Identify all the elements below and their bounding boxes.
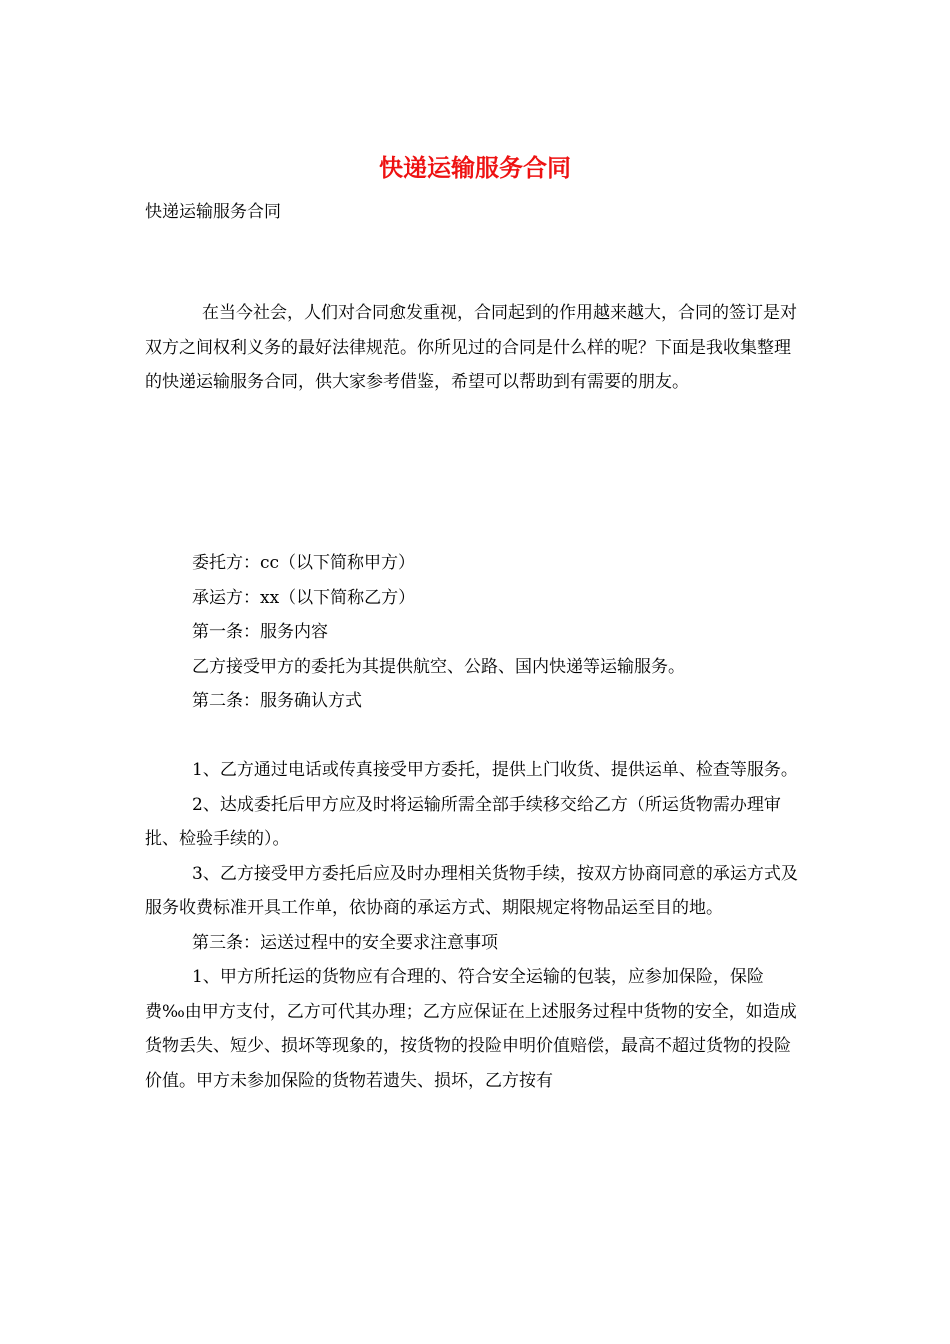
article-2-item-2: 2、达成委托后甲方应及时将运输所需全部手续移交给乙方（所运货物需办理审批、检验手续的）。 (145, 794, 781, 849)
document-subtitle: 快递运输服务合同 (145, 202, 281, 222)
party-a-line: 委托方：cc（以下简称甲方） (192, 553, 416, 573)
article-2-heading: 第二条：服务确认方式 (192, 691, 362, 711)
party-b-line: 承运方：xx（以下简称乙方） (192, 587, 416, 608)
article-3-heading: 第三条：运送过程中的安全要求注意事项 (192, 932, 498, 953)
article-1-text: 乙方接受甲方的委托为其提供航空、公路、国内快递等运输服务。 (192, 656, 685, 677)
article-2-item-1: 1、乙方通过电话或传真接受甲方委托，提供上门收货、提供运单、检查等服务。 (192, 760, 798, 780)
contract-body (145, 546, 800, 1098)
document-title: 快递运输服务合同 (379, 153, 571, 182)
intro-paragraph: 在当今社会，人们对合同愈发重视，合同起到的作用越来越大，合同的签订是对双方之间权利义务的最好法律规范。你所见过的合同是什么样的呢？下面是我收集整理的快递运输服务合同，供大家参考借鉴，希望可以帮助到有需要的朋友。 (145, 303, 797, 392)
article-3-item-1: 1、甲方所托运的货物应有合理的、符合安全运输的包装，应参加保险，保险费‰由甲方支付，乙方可代其办理；乙方应保证在上述服务过程中货物的安全，如造成货物丢失、短少、损坏等现象的，按货物的投险申明价值赔偿，最高不超过货物的投险价值。甲方未参加保险的货物若遗失、损坏，乙方按有 (145, 967, 797, 1091)
article-1-heading: 第一条：服务内容 (192, 622, 328, 642)
article-2-item-3: 3、乙方接受甲方委托后应及时办理相关货物手续，按双方协商同意的承运方式及服务收费标准开具工作单，依协商的承运方式、期限规定将物品运至目的地。 (145, 863, 798, 918)
